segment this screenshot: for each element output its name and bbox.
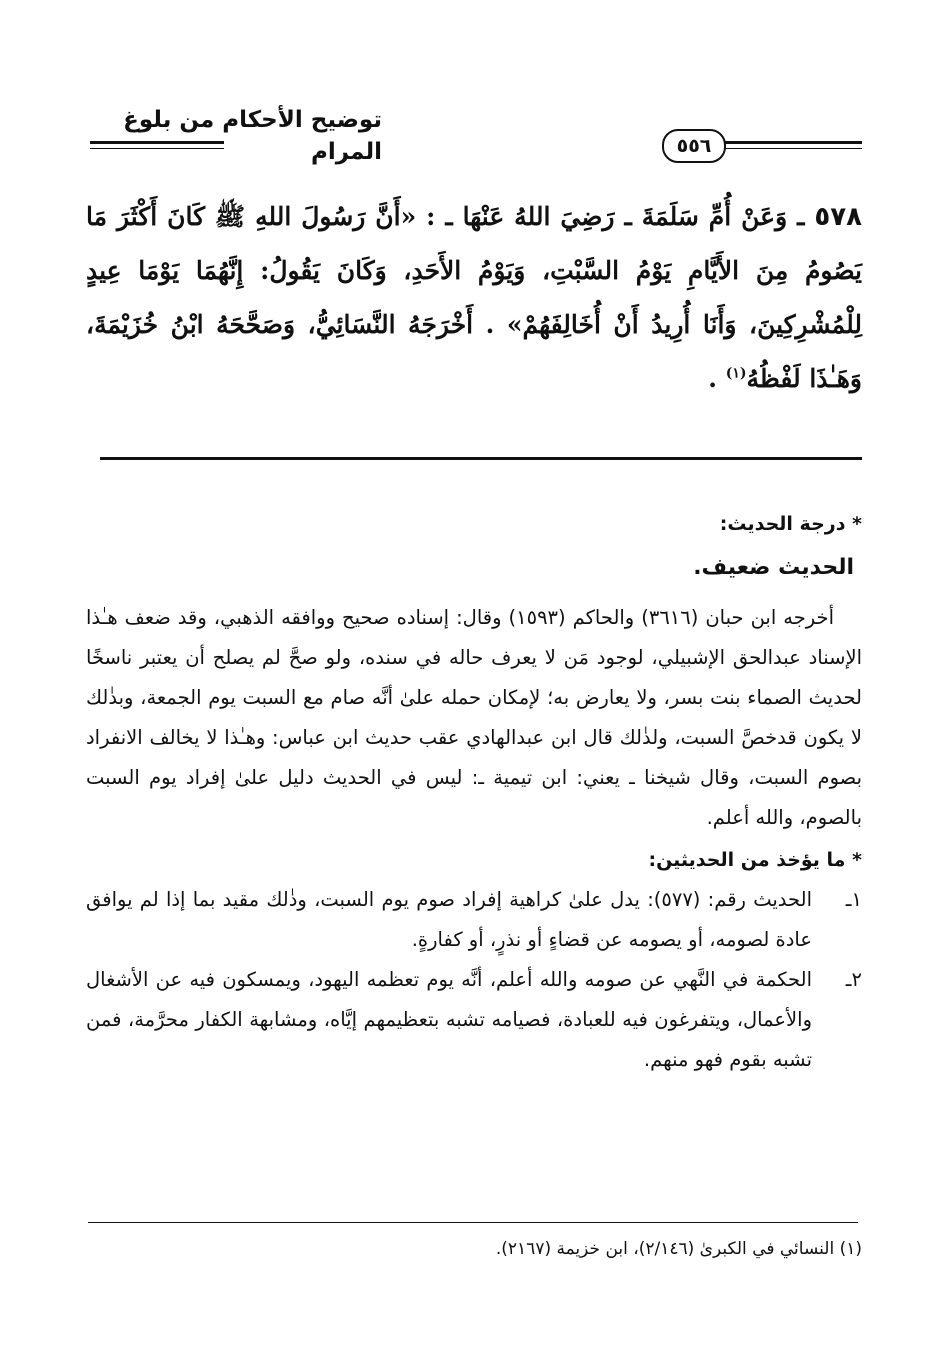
hadith-dash: ـ [787,202,805,231]
section-heading-lessons: * ما يؤخذ من الحديثين: [648,849,862,871]
grade-verdict: الحديث ضعيف. [693,555,854,580]
hadith-body: وَعَنْ أُمِّ سَلَمَةَ ـ رَضِيَ اللهُ عَنْهَا ـ : «أَنَّ رَسُولَ اللهِ ﷺ كَانَ أَكْثَرَ مَا يَصُومُ مِنَ الأَيَّامِ يَوْمُ السَّبْتِ، وَيَوْمُ الأَحَدِ، وَكَانَ يَقُولُ: إِنَّهُمَا يَوْمَا عِيدٍ لِلْمُشْرِكِينَ، وَأَنَا أُرِيدُ أَنْ أُخَالِفَهُمْ» . أَخْرَجَهُ النَّسَائِيُّ، وَصَحَّحَهُ ابْنُ خُزَيْمَةَ، وَهَـٰذَا لَفْظُهُ [86,202,862,393]
footnote [86,1234,862,1264]
commentary [86,504,862,1080]
list-item-text: الحديث رقم: (٥٧٧): يدل علىٰ كراهية إفراد صوم يوم السبت، وذٰلك مقيد بما إذا لم يوافق عادة لصومه، أو يصومه عن قضاءٍ أو نذرٍ، أو كفارةٍ. [86,888,812,951]
hadith-text [86,190,862,406]
list-item [86,880,862,960]
footnote-text: النسائي في الكبرىٰ (٢/١٤٦)، ابن خزيمة (٢١٦٧). [495,1239,835,1259]
grade-paragraph: أخرجه ابن حبان (٣٦١٦) والحاكم (١٥٩٣) وقال: إسناده صحيح ووافقه الذهبي، وقد ضعف هـٰذا الإسناد عبدالحق الإشبيلي، لوجود مَن لا يعرف حاله في سنده، ولو صحَّ لم يصلح أن يعتبر ناسخًا لحديث الصماء بنت بسر، ولا يعارض به؛ لإمكان حمله علىٰ أنَّه صام مع السبت يوم الجمعة، وبذٰلك لا يكون قدخصَّ السبت، ولذٰلك قال ابن عبدالهادي عقب حديث ابن عباس: وهـٰذا لا يخالف الانفراد بصوم السبت، وقال شيخنا ـ يعني: ابن تيمية ـ: ليس في الحديث دليل علىٰ إفراد يوم السبت بالصوم، والله أعلم. [86,606,862,829]
footnote-rule [88,1222,858,1223]
hadith-number: ٥٧٨ [814,202,862,232]
list-item-number: ٢ـ [845,968,862,991]
header-rule [90,148,224,149]
hadith-end: . [708,364,726,393]
list-item [86,960,862,1080]
list-item-text: الحكمة في النَّهي عن صومه والله أعلم، أنَّه يوم تعظمه اليهود، ويمسكون فيه عن الأشغال والأعمال، ويتفرغون فيه للعبادة، فصيامه تشبه بتعظيمهم إيَّاه، ومشابهة الكفار محرَّمة، فمن تشبه بقوم فهو منهم. [86,968,812,1071]
running-title: توضيح الأحكام من بلوغ المرام [123,107,382,165]
footnote-marker: (١) [839,1239,862,1259]
header-rule [724,148,862,149]
header-rule [90,141,224,144]
footnote-reference: (١) [725,365,747,382]
section-divider [100,457,862,460]
list-item-number: ١ـ [845,888,862,911]
header-rule [724,141,862,144]
section-heading-grade: * درجة الحديث: [719,513,862,535]
page-number: ٥٥٦ [662,129,726,163]
